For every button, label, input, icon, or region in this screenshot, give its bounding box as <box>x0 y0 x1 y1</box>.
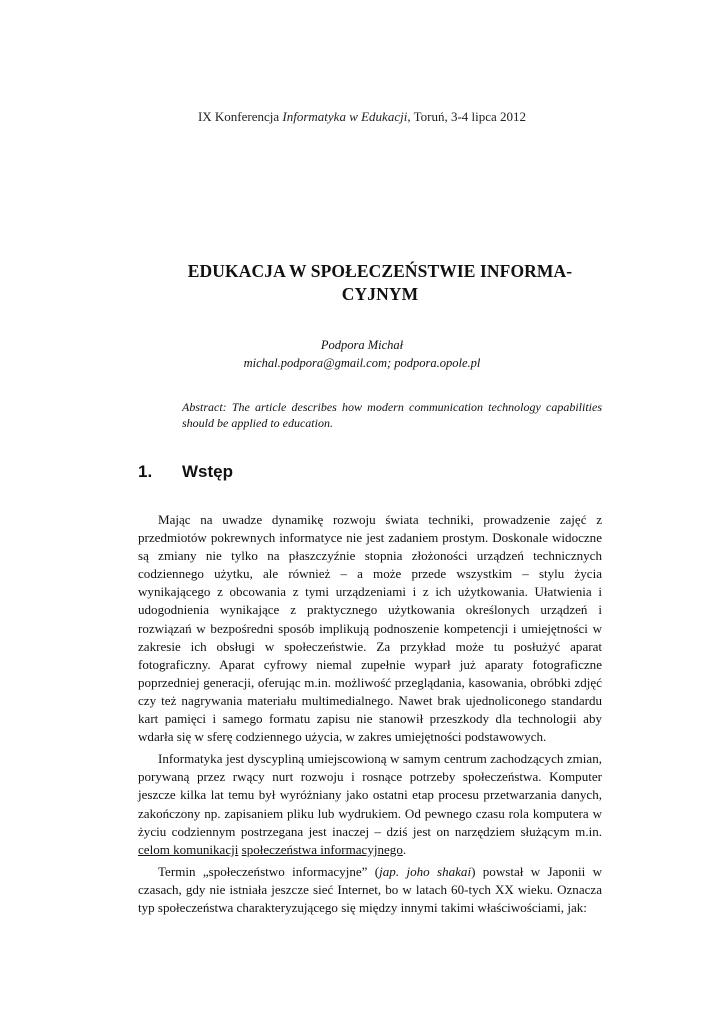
section-number: 1. <box>138 462 153 481</box>
header-suffix: , Toruń, 3-4 lipca 2012 <box>407 109 527 124</box>
paragraph-3-italic: jap. joho shakai <box>379 863 472 879</box>
header-prefix: IX Konferencja <box>197 109 283 124</box>
body-text <box>138 511 602 921</box>
paragraph-2: Informatyka jest dyscypliną umiejscowioną w samym centrum zachodzących zmian, porywaną przez rwący nurt rozwoju i rosnące potrzeby społeczeństwa. Komputer jeszcze kilka lat temu był wyróżniany jako ostatni etap procesu przetwarzania danych, zakończony np. zapisaniem pliku lub wydrukiem. Od pewnego czasu rola komputera w życiu codziennym postrzegana jest inaczej – dziś jest on narzędziem służącym m.in. celom komunikacji społeczeństwa informacyjnego. <box>138 751 602 857</box>
paragraph-3-text-b: ) powstał w Japonii w czasach, gdy nie istniała jeszcze sieć Internet, bo w latach 60-tych XX wieku. Oznacza typ społeczeństwa charakteryzującego się między innymi takimi właściwościami, jak: <box>138 863 602 915</box>
underlined-phrase-1: celom komunikacji <box>138 841 239 857</box>
paragraph-1: Mając na uwadze dynamikę rozwoju świata techniki, prowadzenie zajęć z przedmiotów pokrewnych informatyce nie jest zadaniem prostym. Doskonale widoczne są zmiany nie tylko na płaszczyźnie stopnia złożoności urządzeń technicznych codziennego użytku, ale również – a może przede wszystkim – stylu życia wynikającego z obcowania z tymi urządzeniami i z ich użytkowania. Ułatwienia i udogodnienia wynikające z praktycznego użytkowania określonych urządzeń i rozwiązań w bezpośredni sposób implikują podnoszenie kompetencji i umiejętności w zakresie ich obsługi w społeczeństwie. Za przykład może tu posłużyć aparat fotograficzny. Aparat cyfrowy niemal zupełnie wyparł już aparaty fotograficzne poprzedniej generacji, oferując m.in. możliwość przeglądania, kasowania, obróbki zdjęć czy też nagrywania materiału multimedialnego. Nawet brak ujednoliconego standardu kart pamięci i samego formatu zapisu nie stanowił przeszkody dla technologii aby wdarła się w sferę codziennego użycia, w zakres umiejętności podstawowych. <box>138 512 602 745</box>
author-name: Podpora Michał <box>320 338 404 352</box>
paragraph-2-text: Informatyka jest dyscypliną umiejscowioną w samym centrum zachodzących zmian, porywaną przez rwący nurt rozwoju i rosnące potrzeby społeczeństwa. Komputer jeszcze kilka lat temu był wyróżniany jako ostatni etap procesu przetwarzania danych, zakończony np. zapisaniem pliku lub wydrukiem. Od pewnego czasu rola komputera w życiu codziennym postrzegana jest inaczej – dziś jest on narzędziem służącym m.in. <box>138 751 602 839</box>
section-title: Wstęp <box>182 462 233 481</box>
author-contact: michal.podpora@gmail.com; podpora.opole.pl <box>243 356 481 370</box>
paper-title: EDUKACJA W SPOŁECZEŃSTWIE INFORMA-CYJNYM <box>187 261 573 304</box>
abstract: Abstract: The article describes how modern communication technology capabilities should be applied to education. <box>182 400 602 430</box>
section-heading <box>138 462 233 482</box>
paragraph-3-text-a: Termin „społeczeństwo informacyjne” ( <box>158 863 380 879</box>
author-block <box>0 336 724 372</box>
conference-header <box>0 109 724 125</box>
underlined-phrase-2: społeczeństwa informacyjnego <box>241 841 403 857</box>
paragraph-3 <box>138 863 602 917</box>
header-conference-name: Informatyka w Edukacji <box>282 109 408 124</box>
